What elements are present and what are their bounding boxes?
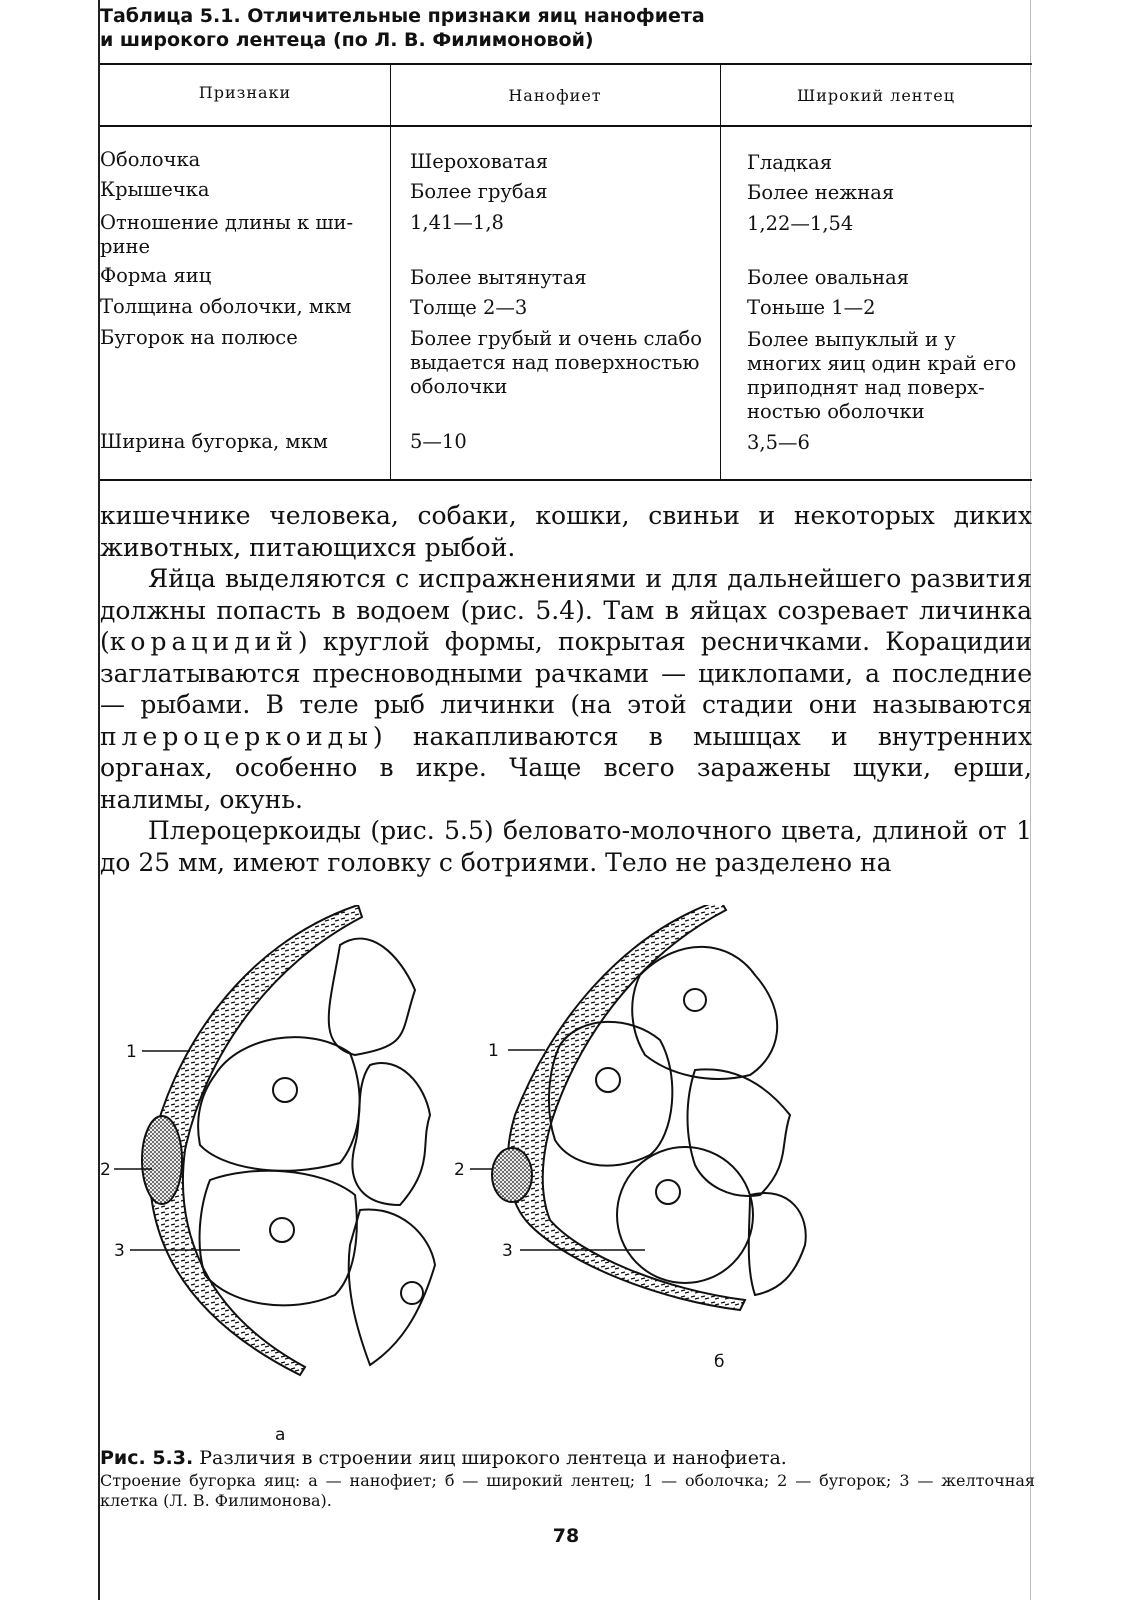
label-a-letter: а	[275, 1425, 286, 1445]
page-number: 78	[552, 1525, 580, 1547]
nucleus	[596, 1068, 620, 1092]
label-a-1: 1	[126, 1042, 137, 1062]
yolk-cell	[749, 1193, 806, 1295]
egg-structure-figure	[100, 905, 1032, 1445]
figure-caption	[100, 1445, 1035, 1511]
term-plerocercoid: плероцеркоиды	[100, 721, 373, 751]
table-cell: 5—10	[410, 430, 467, 453]
nucleus	[273, 1078, 297, 1102]
table-cell: Ширина бугорка, мкм	[100, 430, 328, 453]
label-b-3: 3	[502, 1241, 513, 1261]
figure-number: Рис. 5.3.	[100, 1447, 194, 1469]
table-cell: Шероховатая	[410, 150, 549, 173]
table-cell: Крышечка	[100, 178, 210, 201]
table-cell: 3,5—6	[747, 431, 810, 454]
yolk-cell	[688, 1069, 791, 1196]
body-text	[100, 500, 1032, 878]
table-cell: Бугорок на полюсе	[100, 326, 298, 349]
paragraph-2-part-1: Яйца выделяются с испражнениями и для дальнейшего развития должны попасть в водоем (рис. 5.4). Там в яйцах созревает личинка (	[100, 564, 1032, 656]
yolk-cell	[632, 947, 777, 1079]
nucleus	[401, 1282, 423, 1304]
yolk-cell	[198, 1037, 360, 1171]
label-a-3: 3	[114, 1241, 125, 1261]
figure-caption-description: Строение бугорка яиц: а — нанофиет; б — широкий лентец; 1 — оболочка; 2 — бугорок; 3 — желточная клетка (Л. В. Филимонова).	[100, 1471, 1035, 1510]
table-header-broad-tapeworm: Широкий лентец	[796, 86, 956, 105]
table-cell: Оболочка	[100, 148, 201, 171]
table-header-rule	[100, 125, 1032, 127]
table-cell: Более выпуклый и у многих яиц один край его приподнят над поверх- ностью оболочки	[747, 328, 1017, 423]
shell-a	[150, 905, 362, 1375]
paragraph-1: кишечнике человека, собаки, кошки, свиньи и некоторых диких животных, питающихся рыбой.	[100, 501, 1032, 562]
table-header-features: Признаки	[198, 83, 292, 102]
knob-b	[492, 1148, 532, 1202]
table-cell: Отношение длины к ши- рине	[100, 211, 354, 258]
table-bottom-rule	[100, 479, 1032, 481]
table-cell: Более вытянутая	[410, 266, 587, 289]
knob-a	[142, 1116, 182, 1204]
paragraph-2-part-3: ) накапливаются в мышцах и внутренних органах, особенно в икре. Чаще всего заражены щуки, ерши, налимы, окунь.	[100, 721, 1032, 814]
paragraph-2	[100, 563, 1032, 815]
table-cell: Гладкая	[747, 151, 833, 174]
label-a-2: 2	[100, 1160, 111, 1180]
table-caption-line-1: Таблица 5.1. Отличительные признаки яиц нанофиета	[100, 5, 705, 27]
table-caption-line-2: и широкого лентеца (по Л. В. Филимоновой)	[100, 29, 594, 51]
nucleus	[684, 989, 706, 1011]
table-cell: Более грубый и очень слабо выдается над поверхностью оболочки	[410, 327, 702, 398]
nucleus	[656, 1180, 680, 1204]
term-coracidium: корацидий	[109, 627, 298, 656]
table-cell: Более грубая	[410, 180, 548, 203]
table-cell: Толще 2—3	[410, 296, 528, 319]
label-b-2: 2	[454, 1160, 465, 1180]
table-cell: Форма яиц	[100, 264, 212, 287]
table-cell: 1,41—1,8	[410, 211, 504, 234]
nucleus	[270, 1218, 294, 1242]
table-cell: Толщина оболочки, мкм	[100, 295, 352, 318]
yolk-cell	[617, 1147, 753, 1283]
yolk-cell	[329, 939, 415, 1055]
egg-diagram-a	[100, 905, 435, 1445]
egg-diagram-b	[454, 905, 806, 1372]
paragraph-3: Плероцеркоиды (рис. 5.5) беловато-молочного цвета, длиной от 1 до 25 мм, имеют головку с ботриями. Тело не разделено на	[100, 816, 1032, 877]
yolk-cell	[352, 1063, 430, 1205]
table-top-rule	[100, 63, 1032, 65]
paragraph-2-part-2: ) круглой формы, покрытая ресничками. Корацидии заглатываются пресноводными рачками — циклопами, а последние — рыбами. В теле рыб личинки (на этой стадии они называются	[100, 627, 1032, 719]
table-caption	[100, 4, 1020, 52]
label-b-1: 1	[488, 1041, 499, 1061]
table-cell: 1,22—1,54	[747, 212, 854, 235]
label-b-letter: б	[714, 1352, 725, 1372]
table-cell: Более овальная	[747, 266, 910, 289]
table-cell: Тоньше 1—2	[747, 296, 876, 319]
table-header-nanophyetus: Нанофиет	[508, 86, 602, 105]
figure-caption-title	[100, 1445, 1035, 1471]
table-column-divider-1	[390, 64, 391, 480]
figure-title-text: Различия в строении яиц широкого лентеца и нанофиета.	[193, 1447, 787, 1469]
table-cell: Более нежная	[747, 181, 895, 204]
